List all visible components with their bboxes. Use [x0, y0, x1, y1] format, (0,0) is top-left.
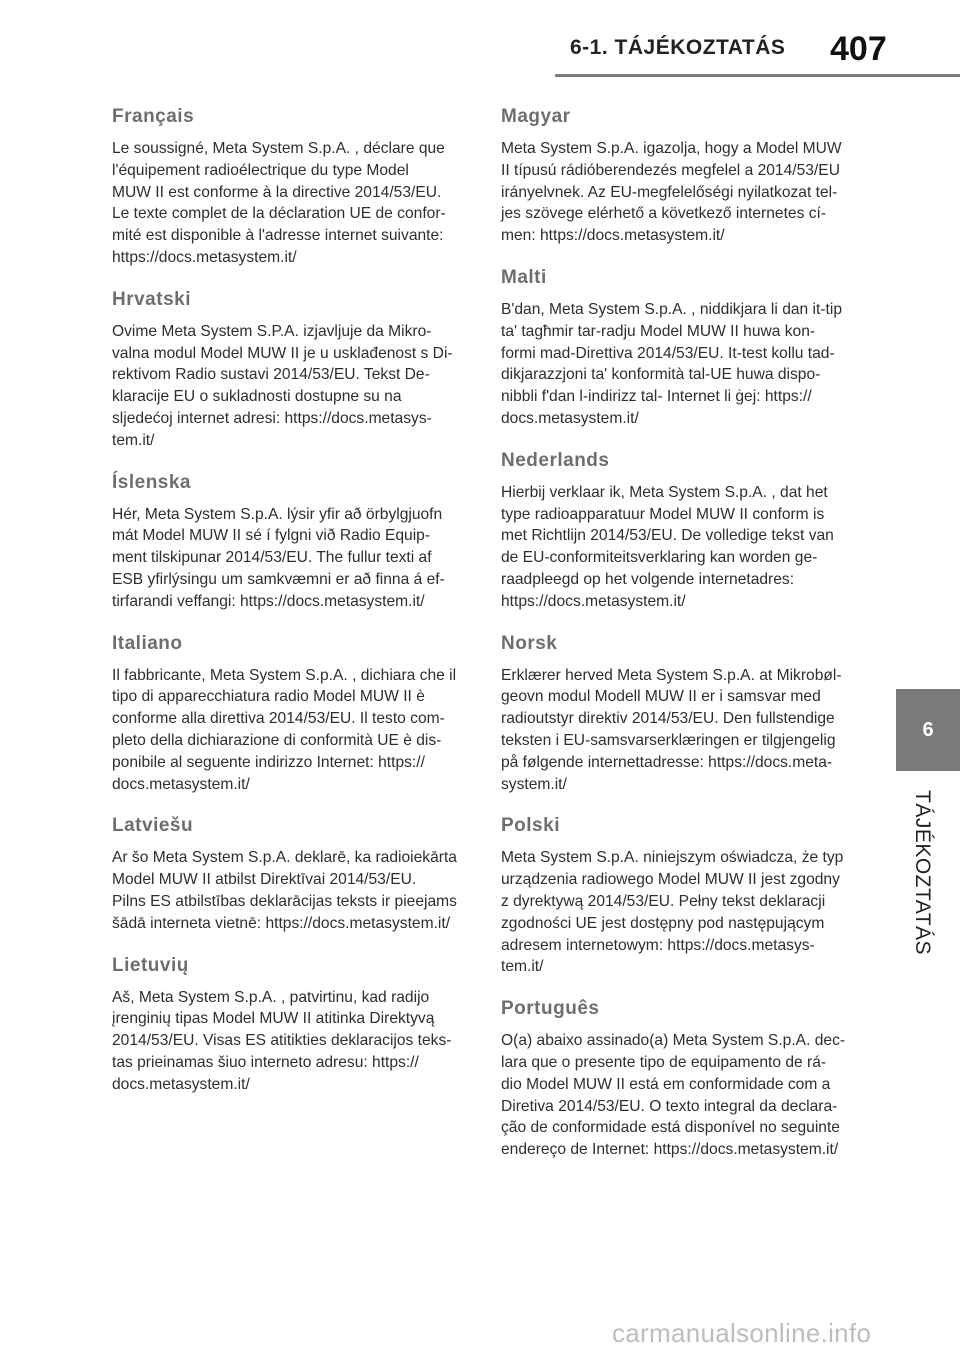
section-text: O(a) abaixo assinado(a) Meta System S.p.A. dec- lara que o presente tipo de equipamento de rá- dio Model MUW II está em conformidade com a Diretiva 2014/53/EU. O texto integral da declara- ção de conformidade está disponível no seguinte endereço de Internet: https://docs.metasystem.it/: [501, 1032, 846, 1159]
section-magyar: [501, 104, 851, 247]
section-norsk: [501, 631, 851, 796]
chapter-tab-number: 6: [922, 718, 934, 741]
section-lietuviu: [112, 953, 462, 1096]
section-heading: Íslenska: [112, 471, 191, 493]
chapter-tab-label: [890, 790, 954, 960]
section-text: Erklærer herved Meta System S.p.A. at Mikrobøl- geovn modul Modell MUW II er i samsvar med radioutstyr direktiv 2014/53/EU. Den fullstendige teksten i EU-samsvarserklæringen er tilgjengelig på følgende internettadresse: https://docs.meta- system.it/: [501, 666, 842, 793]
chapter-tab: [896, 689, 960, 771]
section-text: Ovime Meta System S.P.A. izjavljuje da Mikro- valna modul Model MUW II je u usklađenost s Di- rektivom Radio sustavi 2014/53/EU. Tekst De- klaracije EU o sukladnosti dostupne su na sljedećoj internet adresi: https://docs.metasys- tem.it/: [112, 322, 453, 449]
section-text: Il fabbricante, Meta System S.p.A. , dichiara che il tipo di apparecchiatura radio Model MUW II è conforme alla direttiva 2014/53/EU. Il testo com- pleto della dichiarazione di conformità UE è dis- ponibile al seguente indirizzo Internet: https:// docs.metasystem.it/: [112, 666, 457, 793]
section-islenska: [112, 470, 462, 613]
section-hrvatski: [112, 287, 462, 452]
section-heading: Latviešu: [112, 815, 194, 837]
section-text: B'dan, Meta System S.p.A. , niddikjara li dan it-tip ta' tagħmir tar-radju Model MUW II huwa kon- formi mad-Direttiva 2014/53/EU. It-test kollu tad- dikjarazzjoni ta' konformità tal-UE huwa dispo- nibbli f'dan l-indirizz tal- Internet li ġej: https:// docs.metasystem.it/: [501, 300, 842, 427]
section-heading: Nederlands: [501, 449, 610, 471]
section-text: Le soussigné, Meta System S.p.A. , déclare que l'équipement radioélectrique du type Model MUW II est conforme à la directive 2014/53/EU. Le texte complet de la déclaration UE de confor- mité est disponible à l'adresse internet suivante: https://docs.metasystem.it/: [112, 140, 446, 266]
section-heading: Hrvatski: [112, 288, 191, 310]
section-heading: Italiano: [112, 632, 183, 654]
section-francais: [112, 104, 462, 269]
section-heading: Lietuvių: [112, 954, 189, 976]
section-malti: [501, 265, 851, 430]
section-text: Ar šo Meta System S.p.A. deklarē, ka radioiekārta Model MUW II atbilst Direktīvai 2014/53/EU. Pilns ES atbilstības deklarācijas teksts ir pieejams šādā interneta vietnē: https://docs.metasystem.it/: [112, 849, 457, 932]
left-column: [112, 104, 462, 1114]
section-heading: Magyar: [501, 106, 571, 127]
chapter-title: 6-1. TÁJÉKOZTATÁS: [570, 36, 786, 59]
section-text: Hér, Meta System S.p.A. lýsir yfir að örbylgjuofn mát Model MUW II sé í fylgni við Radio Equip- ment tilskipunar 2014/53/EU. The fullur texti af ESB yfirlýsingu um samkvæmni er að finna á ef- tirfarandi veffangi: https://docs.metasystem.it/: [112, 505, 445, 610]
section-polski: [501, 813, 851, 978]
section-heading: Norsk: [501, 632, 558, 654]
section-nederlands: [501, 448, 851, 613]
section-heading: Malti: [501, 266, 547, 288]
section-italiano: [112, 631, 462, 796]
section-text: Hierbij verklaar ik, Meta System S.p.A. , dat het type radioapparatuur Model MUW II conform is met Richtlijn 2014/53/EU. De volledige tekst van de EU-conformiteitsverklaring kan worden ge- raadpleegd op het volgende internetadres: https://docs.metasystem.it/: [501, 483, 834, 610]
watermark: carmanualsonline.info: [612, 1318, 872, 1348]
page-header: [0, 0, 960, 78]
page-number: 407: [830, 30, 887, 68]
section-text: Meta System S.p.A. niniejszym oświadcza, że typ urządzenia radiowego Model MUW II jest zgodny z dyrektywą 2014/53/EU. Pełny tekst deklaracji zgodności UE jest dostępny pod następującym adresem internetowym: https://docs.metasys- tem.it/: [501, 849, 844, 976]
header-divider: [555, 74, 960, 77]
section-text: Meta System S.p.A. igazolja, hogy a Model MUW II típusú rádióberendezés megfelel a 2014/53/EU irányelvnek. Az EU-megfelelőségi nyilatkozat tel- jes szövege elérhető a következő internetes cí- men: https://docs.metasystem.it/: [501, 140, 842, 245]
section-latviesu: [112, 813, 462, 934]
chapter-tab-label-text: TÁJÉKOZTATÁS: [911, 790, 934, 956]
section-portugues: [501, 996, 851, 1161]
section-text: Aš, Meta System S.p.A. , patvirtinu, kad radijo įrenginių tipas Model MUW II atitinka Direktyvą 2014/53/EU. Visas ES atitikties deklaracijos teks- tas prieinamas šiuo interneto adresu: https:// docs.metasystem.it/: [112, 988, 452, 1093]
section-heading: Português: [501, 998, 600, 1020]
right-column: [501, 104, 851, 1179]
section-heading: Polski: [501, 815, 560, 837]
section-heading: Français: [112, 106, 195, 127]
